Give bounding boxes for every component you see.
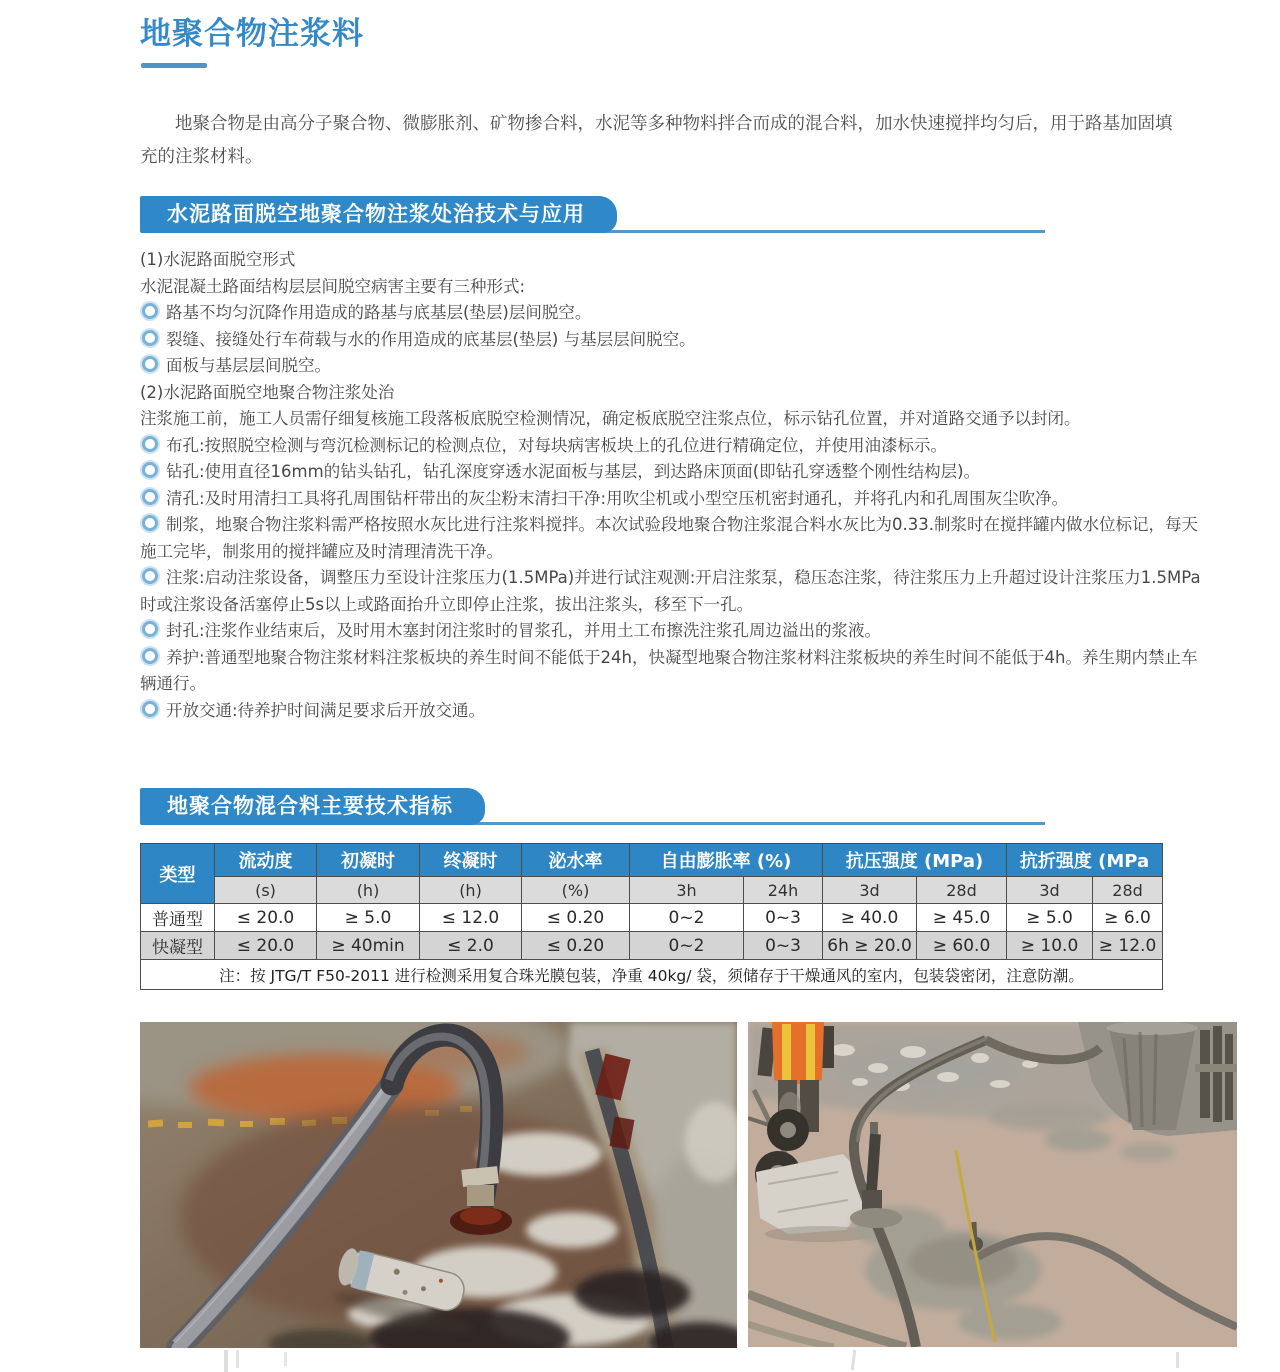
line-text: 水泥混凝土路面结构层层间脱空病害主要有三种形式: (140, 276, 526, 296)
circle-bullet-icon (142, 356, 158, 372)
title-underline (141, 63, 207, 68)
page-title: 地聚合物注浆料 (140, 16, 364, 52)
bullet-line (140, 433, 1202, 460)
table-header-row-2 (141, 877, 1163, 904)
line-text: 裂缝、接缝处行车荷载与水的作用造成的底基层(垫层) 与基层层间脱空。 (166, 329, 696, 349)
next-page-artifact (284, 1352, 287, 1366)
sub-header: 3h (630, 877, 744, 904)
section2-banner-label: 地聚合物混合料主要技术指标 (167, 794, 453, 818)
line-text: 封孔:注浆作业结束后，及时用木塞封闭注浆时的冒浆孔，并用土工布擦洗注浆孔周边溢出的浆液。 (166, 621, 882, 640)
sub-header: 3d (1007, 877, 1093, 904)
intro-paragraph: 地聚合物是由高分子聚合物、微膨胀剂、矿物掺合料，水泥等多种物料拌合而成的混合料，加水快速搅拌均匀后，用于路基加固填充的注浆材料。 (140, 114, 1173, 167)
line-text: (2)水泥路面脱空地聚合物注浆处治 (140, 382, 395, 402)
sub-header: 3d (823, 877, 917, 904)
col-header-final-set: 终凝时 (420, 844, 522, 877)
photo-grout-injection-pavement (140, 1022, 737, 1348)
col-header-initial-set: 初凝时 (317, 844, 420, 877)
line-text: 布孔:按照脱空检测与弯沉检测标记的检测点位，对每块病害板块上的孔位进行精确定位，并使用油漆标示。 (166, 435, 948, 455)
cell: 0~2 (630, 932, 744, 960)
cell: ≤ 2.0 (420, 932, 522, 960)
next-page-artifact (236, 1350, 239, 1368)
circle-bullet-icon (142, 568, 158, 584)
col-header-compressive: 抗压强度 (MPa) (823, 844, 1007, 877)
section1-content (140, 247, 1202, 724)
bullet-line (140, 353, 1202, 380)
next-page-artifact (224, 1350, 228, 1372)
table-header-row-1 (141, 844, 1163, 877)
sub-header: 24h (744, 877, 823, 904)
cell: ≤ 20.0 (215, 932, 317, 960)
cell: ≤ 20.0 (215, 904, 317, 932)
bullet-line (140, 327, 1202, 354)
col-header-flexural: 抗折强度 (MPa (1007, 844, 1163, 877)
cell: ≤ 0.20 (522, 932, 630, 960)
bullet-line (140, 645, 1202, 698)
next-page-artifact (1176, 1352, 1179, 1368)
line-text: 养护:普通型地聚合物注浆材料注浆板块的养生时间不能低于24h，快凝型地聚合物注浆材料注浆板块的养生时间不能低于4h。养生期内禁止车辆通行。 (140, 647, 1198, 693)
cell: 6h ≥ 20.0 (823, 932, 917, 960)
circle-bullet-icon (142, 436, 158, 452)
circle-bullet-icon (142, 701, 158, 717)
table-note-row (141, 960, 1163, 990)
bullet-line (140, 618, 1202, 645)
sub-header: (h) (317, 877, 420, 904)
spec-table (140, 843, 1163, 990)
cell: ≥ 10.0 (1007, 932, 1093, 960)
col-header-fluidity: 流动度 (215, 844, 317, 877)
sub-header: 28d (917, 877, 1007, 904)
photo-illustration (748, 1022, 1237, 1347)
photo-grouting-worksite (748, 1022, 1237, 1347)
table-row-rapid (141, 932, 1163, 960)
circle-bullet-icon (142, 621, 158, 637)
cell: ≤ 12.0 (420, 904, 522, 932)
text-line (140, 274, 1202, 301)
cell: 0~3 (744, 904, 823, 932)
bullet-line (140, 486, 1202, 513)
line-text: 钻孔:使用直径16mm的钻头钻孔，钻孔深度穿透水泥面板与基层，到达路床顶面(即钻孔穿透整个刚性结构层)。 (166, 462, 981, 481)
cell: ≥ 12.0 (1093, 932, 1163, 960)
cell: ≥ 40min (317, 932, 420, 960)
text-line (140, 406, 1202, 433)
cell: ≥ 45.0 (917, 904, 1007, 932)
section1-banner-label: 水泥路面脱空地聚合物注浆处治技术与应用 (167, 202, 585, 226)
next-page-artifact (851, 1350, 856, 1370)
sub-header: (h) (420, 877, 522, 904)
line-text: 注浆:启动注浆设备，调整压力至设计注浆压力(1.5MPa)并进行试注观测:开启注浆泵，稳压态注浆，待注浆压力上升超过设计注浆压力1.5MPa时或注浆设备活塞停止5s以上或路面抬升立即停止注浆，拔出注浆头，移至下一孔。 (140, 568, 1201, 614)
table-row-ordinary (141, 904, 1163, 932)
line-text: 清孔:及时用清扫工具将孔周围钻杆带出的灰尘粉末清扫干净:用吹尘机或小型空压机密封通孔，并将孔内和孔周围灰尘吹净。 (166, 488, 1069, 508)
circle-bullet-icon (142, 648, 158, 664)
bullet-line (140, 565, 1202, 618)
cell: 0~2 (630, 904, 744, 932)
line-text: 开放交通:待养护时间满足要求后开放交通。 (166, 700, 486, 720)
line-text: 路基不均匀沉降作用造成的路基与底基层(垫层)层间脱空。 (166, 303, 592, 322)
cell: ≥ 60.0 (917, 932, 1007, 960)
bullet-line (140, 698, 1202, 725)
photo-illustration (140, 1022, 737, 1348)
row-type-label: 普通型 (141, 904, 215, 932)
sub-header: (s) (215, 877, 317, 904)
section1-banner (140, 196, 617, 233)
section2-banner (140, 788, 485, 825)
cell: ≥ 5.0 (1007, 904, 1093, 932)
table-note: 注：按 JTG/T F50-2011 进行检测采用复合珠光膜包装，净重 40kg/ 袋，须储存于干燥通风的室内，包装袋密闭，注意防潮。 (141, 960, 1163, 990)
circle-bullet-icon (142, 303, 158, 319)
circle-bullet-icon (142, 330, 158, 346)
col-header-bleeding: 泌水率 (522, 844, 630, 877)
line-text: 面板与基层层间脱空。 (166, 356, 331, 375)
text-line (140, 247, 1202, 274)
bullet-line (140, 459, 1202, 486)
cell: 0~3 (744, 932, 823, 960)
cell: ≥ 6.0 (1093, 904, 1163, 932)
bullet-line (140, 300, 1202, 327)
cell: ≥ 5.0 (317, 904, 420, 932)
col-header-expansion: 自由膨胀率 (%) (630, 844, 823, 877)
circle-bullet-icon (142, 515, 158, 531)
bullet-line (140, 512, 1202, 565)
col-header-type: 类型 (141, 844, 215, 904)
row-type-label: 快凝型 (141, 932, 215, 960)
line-text: 制浆，地聚合物注浆料需严格按照水灰比进行注浆料搅拌。本次试验段地聚合物注浆混合料水灰比为0.33.制浆时在搅拌罐内做水位标记，每天施工完毕，制浆用的搅拌罐应及时清理清洗干净。 (140, 515, 1198, 561)
cell: ≥ 40.0 (823, 904, 917, 932)
cell: ≤ 0.20 (522, 904, 630, 932)
circle-bullet-icon (142, 462, 158, 478)
text-line (140, 380, 1202, 407)
sub-header: (%) (522, 877, 630, 904)
line-text: 注浆施工前，施工人员需仔细复核施工段落板底脱空检测情况，确定板底脱空注浆点位，标示钻孔位置，并对道路交通予以封闭。 (140, 409, 1081, 428)
sub-header: 28d (1093, 877, 1163, 904)
line-text: (1)水泥路面脱空形式 (140, 250, 296, 269)
circle-bullet-icon (142, 489, 158, 505)
